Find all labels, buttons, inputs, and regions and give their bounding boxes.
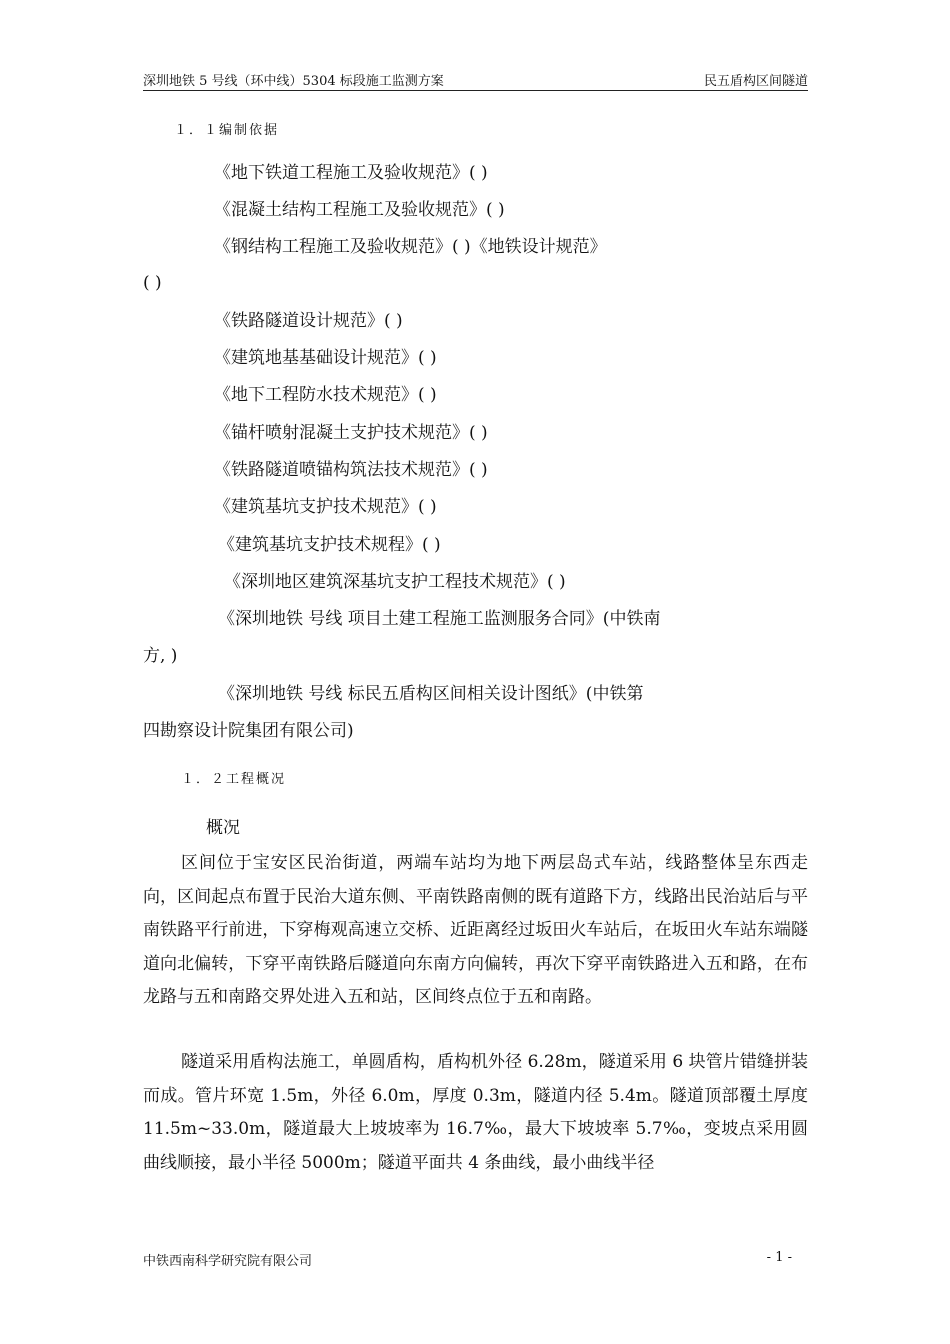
footer-company: 中铁西南科学研究院有限公司 <box>143 1254 313 1269</box>
subheading-overview: 概况 <box>206 818 240 838</box>
section-heading-basis: １．１编制依据 <box>174 123 280 138</box>
paragraph-route: 区间位于宝安区民治街道，两端车站均为地下两层岛式车站，线路整体呈东西走向，区间起点布置于民治大道东侧、平南铁路南侧的既有道路下方，线路出民治站后与平南铁路平行前进，下穿梅观高速立交桥、近距离经过坂田火车站后，在坂田火车站东端隧道向北偏转，下穿平南铁路后隧道向东南方向偏转，再次下穿平南铁路进入五和路，在布龙路与五和南路交界处进入五和站，区间终点位于五和南路。 <box>143 853 808 1007</box>
header-title: 深圳地铁 5 号线（环中线）5304 标段施工监测方案 <box>143 74 444 89</box>
reference-item: 《地下铁道工程施工及验收规范》( ) <box>214 163 488 183</box>
reference-item: 《建筑地基基础设计规范》( ) <box>214 348 437 368</box>
page-header <box>143 70 808 91</box>
reference-item: 《深圳地铁 号线 标民五盾构区间相关设计图纸》(中铁第 <box>218 684 644 704</box>
reference-item: 《深圳地铁 号线 项目土建工程施工监测服务合同》(中铁南 <box>218 609 661 629</box>
section-heading-overview: １．２工程概况 <box>181 772 287 787</box>
reference-item: 《钢结构工程施工及验收规范》( )《地铁设计规范》 <box>214 237 607 257</box>
reference-item: 四勘察设计院集团有限公司) <box>143 721 354 741</box>
paragraph-tunnel: 隧道采用盾构法施工，单圆盾构，盾构机外径 6.28m，隧道采用 6 块管片错缝拼装而成。管片环宽 1.5m，外径 6.0m，厚度 0.3m，隧道内径 5.4m。隧道顶部覆土厚度 11.5m~33.0m，隧道最大上坡坡率为 16.7‰，最大下坡坡率 5.7‰，变坡点采用圆曲线顺接，最小半径 5000m；隧道平面共 4 条曲线，最小曲线半径 <box>143 1052 808 1173</box>
reference-item: 《建筑基坑支护技术规程》( ) <box>218 535 441 555</box>
reference-item: 《铁路隧道设计规范》( ) <box>214 311 403 331</box>
reference-item: 《建筑基坑支护技术规范》( ) <box>214 497 437 517</box>
reference-item: 方, ) <box>143 646 178 666</box>
header-section: 民五盾构区间隧道 <box>703 74 808 89</box>
page-footer <box>143 1250 808 1269</box>
reference-item: ( ) <box>143 273 162 293</box>
reference-item: 《深圳地区建筑深基坑支护工程技术规范》( ) <box>224 572 566 592</box>
reference-item: 《锚杆喷射混凝土支护技术规范》( ) <box>214 423 488 443</box>
page-number: - 1 - <box>766 1250 792 1265</box>
reference-item: 《地下工程防水技术规范》( ) <box>214 385 437 405</box>
reference-item: 《铁路隧道喷锚构筑法技术规范》( ) <box>214 460 488 480</box>
reference-item: 《混凝土结构工程施工及验收规范》( ) <box>214 200 505 220</box>
